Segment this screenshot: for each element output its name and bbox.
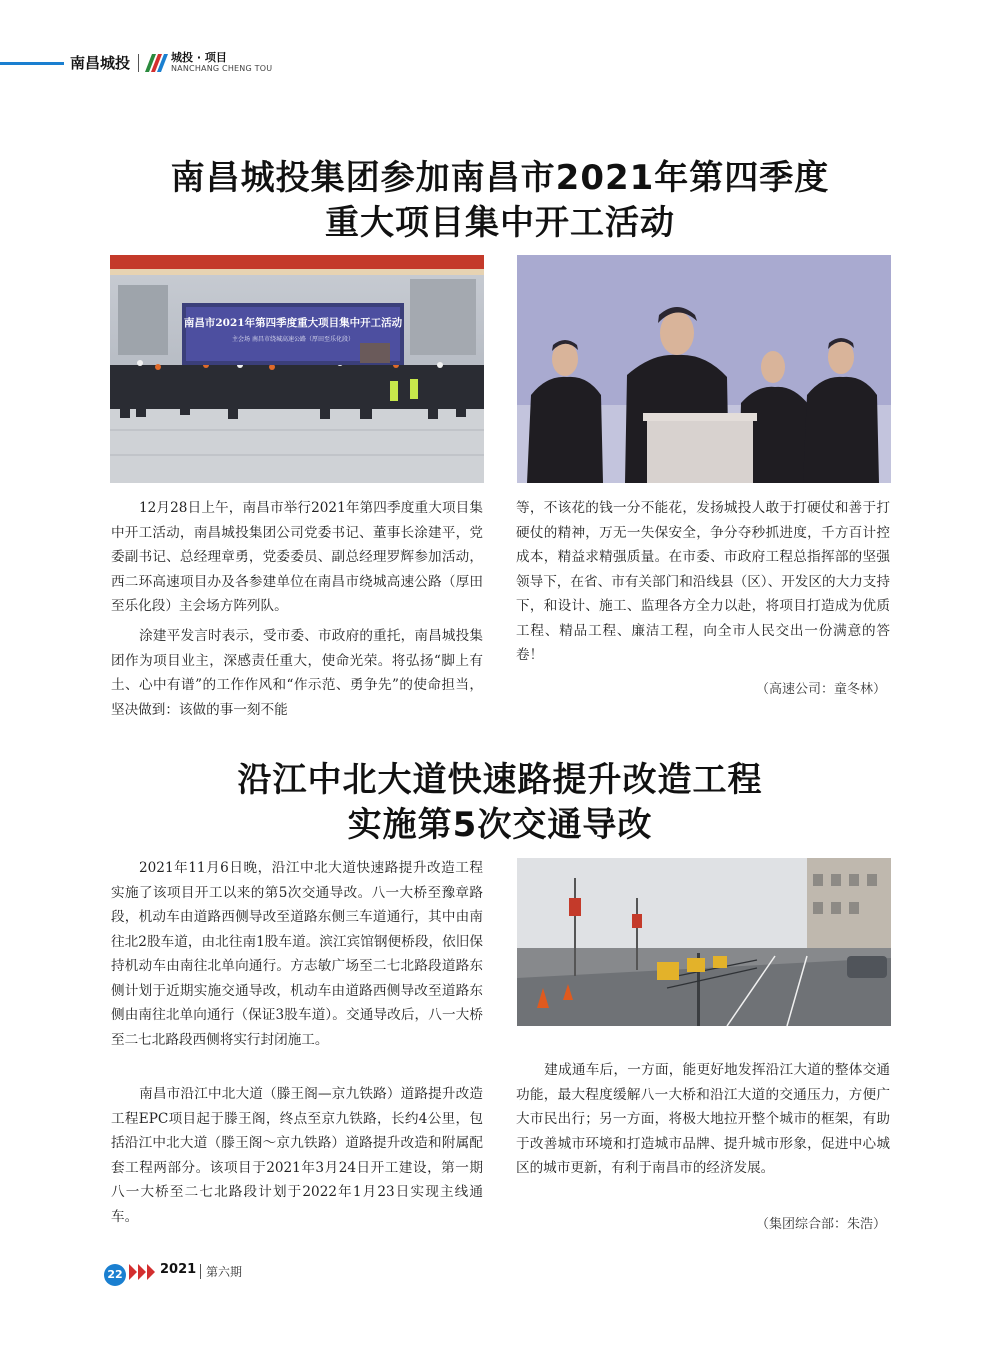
header-section-subtitle: NANCHANG CHENG TOU <box>171 64 273 73</box>
article2-title-line2: 实施第5次交通导改 <box>347 805 653 845</box>
article1-paragraph-2-text: 涂建平发言时表示，受市委、市政府的重托，南昌城投集团作为项目业主，深感责任重大，使命光荣。将弘扬“脚上有土、心中有谱”的工作作风和“作示范、勇争先”的使命担当，坚决做到：该做的事一刻不能 <box>111 628 483 718</box>
article1-paragraph-1-text: 12月28日上午，南昌市举行2021年第四季度重大项目集中开工活动，南昌城投集团公司党委书记、董事长涂建平，党委副书记、总经理章勇，党委委员、副总经理罗辉参加活动，西二环高速项目办及各参建单位在南昌市绕城高速公路（厚田至乐化段）主会场方阵列队。 <box>111 500 483 614</box>
article1-credit: （高速公司：童冬林） <box>755 682 886 697</box>
groundbreaking-ceremony-photo <box>110 255 484 483</box>
ceremony-banner-title: 南昌市2021年第四季度重大项目集中开工活动 <box>183 317 403 329</box>
article2-paragraph-1-text: 2021年11月6日晚，沿江中北大道快速路提升改造工程实施了该项目开工以来的第5次交通导改。八一大桥至豫章路段，机动车由道路西侧导改至道路东侧三车道通行，其中由南往北2股车道，由北往南1股车道。滨江宾馆钢便桥段，依旧保持机动车由南往北单向通行。方志敏广场至二七北路段道路东侧计划于近期实施交通导改，机动车由道路西侧导改至道路东侧由南往北单向通行（保证3股车道）。交通导改后，八一大桥至二七北路段西侧将实行封闭施工。 <box>111 860 483 1048</box>
article2-paragraph-3 <box>516 1058 890 1181</box>
article2-paragraph-2 <box>111 1082 483 1229</box>
footer-chevron-icon <box>129 1264 137 1280</box>
header-divider <box>138 54 139 72</box>
footer-chevron-icon <box>138 1264 146 1280</box>
article2-paragraph-2-text: 南昌市沿江中北大道（滕王阁—京九铁路）道路提升改造工程EPC项目起于滕王阁，终点至京九铁路，长约4公里，包括沿江中北大道（滕王阁～京九铁路）道路提升改造和附属配套工程两部分。该项目于2021年3月24日开工建设，第一期八一大桥至二七北路段计划于2022年1月23日实现主线通车。 <box>111 1086 483 1225</box>
page-number: 22 <box>104 1264 126 1286</box>
article1-title-line1: 南昌城投集团参加南昌市2021年第四季度 <box>170 158 830 198</box>
road-construction-photo <box>517 858 891 1026</box>
header-section-title: 城投 · 项目 <box>171 51 227 64</box>
article1-paragraph-2 <box>111 624 483 722</box>
chengtou-logo-icon <box>143 50 169 74</box>
speech-photo <box>517 255 891 483</box>
article1-title-line2: 重大项目集中开工活动 <box>325 203 675 243</box>
footer-chevron-icon <box>147 1264 155 1280</box>
article1-paragraph-1 <box>111 496 483 619</box>
footer-issue: 第六期 <box>206 1265 243 1279</box>
article1-paragraph-3: 等，不该花的钱一分不能花，发扬城投人敢于打硬仗和善于打硬仗的精神，万无一失保安全，争分夺秒抓进度，千方百计控成本，精益求精强质量。在市委、市政府工程总指挥部的坚强领导下，在省、市有关部门和沿线县（区）、开发区的大力支持下，和设计、施工、监理各方全力以赴，将项目打造成为优质工程、精品工程、廉洁工程，向全市人民交出一份满意的答卷！ <box>516 500 890 663</box>
header-brand: 南昌城投 <box>70 54 131 72</box>
footer-divider <box>200 1264 201 1279</box>
article2-credit: （集团综合部：朱浩） <box>755 1217 886 1232</box>
ceremony-banner-subtitle: 主会场 南昌市绕城高速公路（厚田至乐化段） <box>232 336 354 343</box>
article2-paragraph-3-text: 建成通车后，一方面，能更好地发挥沿江大道的整体交通功能，最大程度缓解八一大桥和沿江大道的交通压力，方便广大市民出行；另一方面，将极大地拉开整个城市的框架，有助于改善城市环境和打造城市品牌、提升城市形象，促进中心城区的城市更新，有利于南昌市的经济发展。 <box>516 1062 890 1176</box>
footer-year: 2021 <box>160 1262 197 1277</box>
article2-paragraph-1 <box>111 856 483 1052</box>
article2-title-line1: 沿江中北大道快速路提升改造工程 <box>237 760 763 800</box>
header-accent-line <box>0 62 64 65</box>
